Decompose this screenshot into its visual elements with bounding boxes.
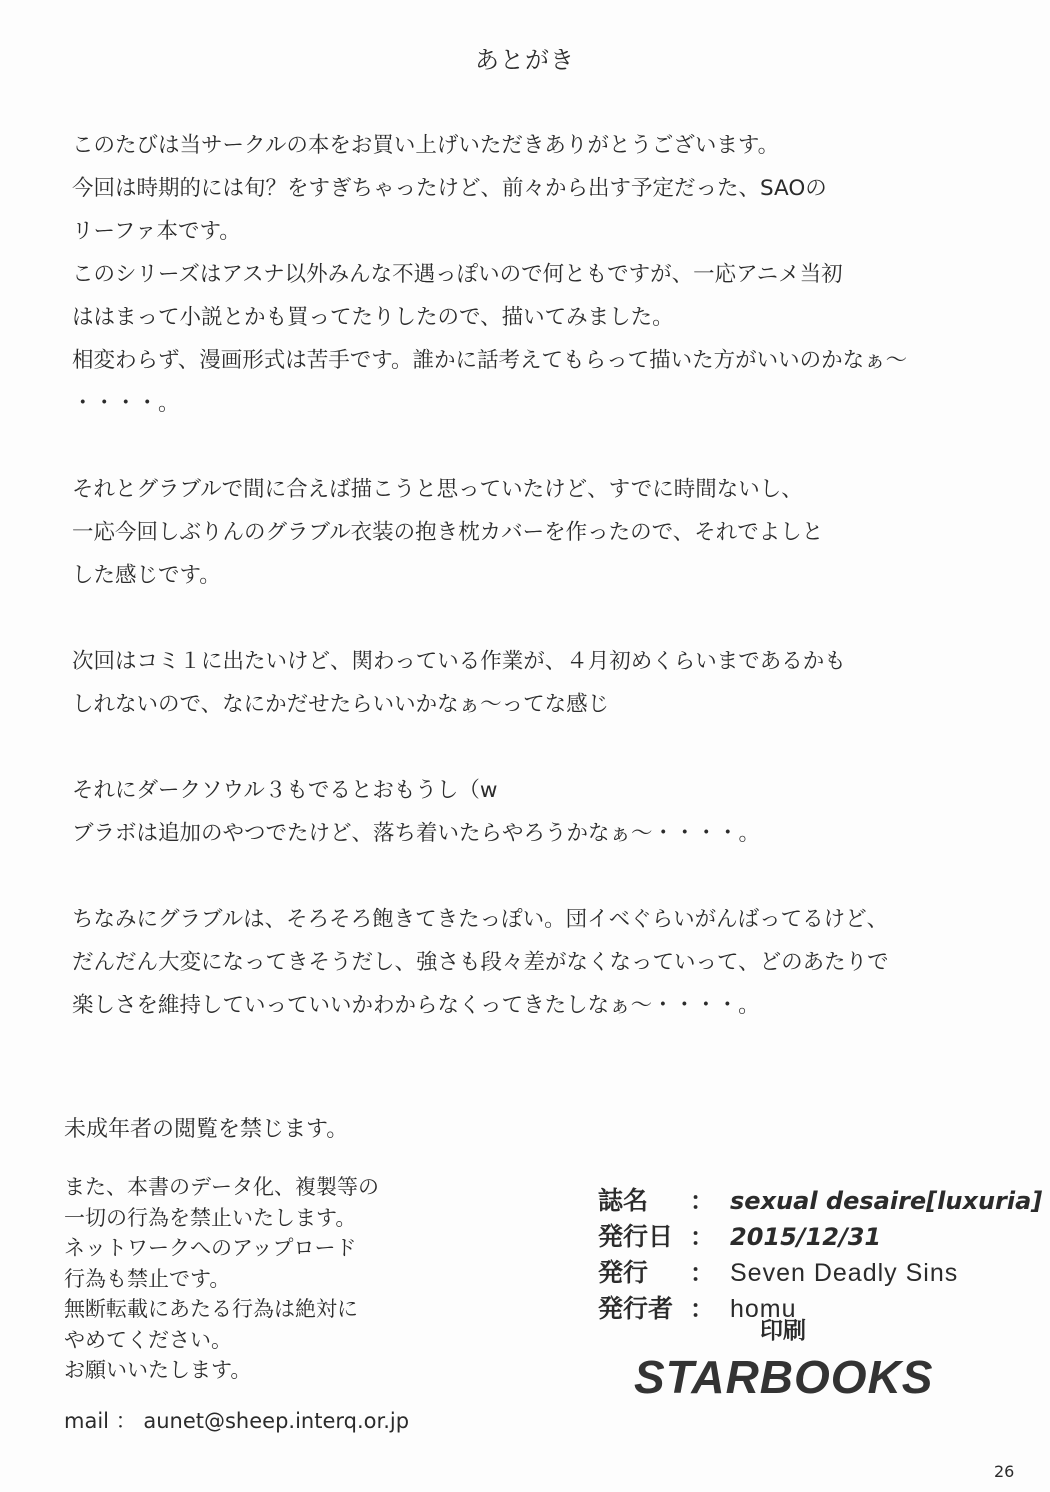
afterword-line: ちなみにグラブルは、そろそろ飽きてきたっぽい。団イベぐらいがんばってるけど、 — [72, 907, 889, 932]
afterword-line: それにダークソウル３もでるとおもうし（w — [72, 778, 498, 803]
colophon-separator: ： — [690, 1223, 714, 1251]
rules-line: ネットワークへのアップロード — [64, 1236, 357, 1260]
colophon-publisher-label: 発行 — [598, 1258, 649, 1287]
colophon-row-date — [598, 1219, 1038, 1255]
afterword-line: 今回は時期的には旬？をすぎちゃったけど、前々から出す予定だった、SAOの — [72, 176, 827, 201]
printer-logo: STARBOOKS — [634, 1351, 934, 1403]
afterword-blank-line — [72, 726, 1022, 769]
colophon-print-label: 印刷 — [760, 1318, 806, 1344]
afterword-line: しれないので、なにかだせたらいいかなぁ～ってな感じ — [72, 692, 610, 717]
contact-mail: mail ： aunet@sheep.interq.or.jp — [64, 1409, 410, 1433]
rules-line: また、本書のデータ化、複製等の — [64, 1175, 379, 1199]
afterword-line: ははまって小説とかも買ってたりしたので、描いてみました。 — [72, 305, 674, 330]
colophon-title-label: 誌名 — [598, 1186, 649, 1215]
colophon-date-label: 発行日 — [598, 1222, 674, 1251]
page-title: あとがき — [475, 46, 575, 74]
colophon-row-title — [598, 1183, 1043, 1219]
afterword-blank-line — [72, 855, 1022, 898]
afterword-line: 次回はコミ１に出たいけど、関わっている作業が、４月初めくらいまであるかも — [72, 649, 846, 674]
rules-line: やめてください。 — [64, 1327, 232, 1352]
afterword-line: 相変わらず、漫画形式は苦手です。誰かに話考えてもらって描いた方がいいのかなぁ～ — [72, 348, 908, 373]
colophon-date-value: 2015/12/31 — [730, 1223, 882, 1251]
afterword-line: ブラボは追加のやつでたけど、落ち着いたらやろうかなぁ～・・・・。 — [72, 821, 761, 846]
afterword-line: 一応今回しぶりんのグラブル衣装の抱き枕カバーを作ったので、それでよしと — [72, 520, 824, 545]
page-number: 26 — [994, 1462, 1015, 1481]
afterword-line: このたびは当サークルの本をお買い上げいただきありがとうございます。 — [72, 133, 780, 158]
copyright-rules — [64, 1172, 484, 1386]
rules-line: 行為も禁止です。 — [64, 1266, 231, 1291]
afterword-line: 楽しさを維持していっていいかわからなくってきたしなぁ～・・・・。 — [72, 993, 760, 1018]
afterword-body — [72, 124, 1022, 1027]
afterword-line: ・・・・。 — [72, 391, 180, 416]
colophon-separator: ： — [690, 1259, 714, 1287]
colophon-author-value: homu — [730, 1295, 797, 1323]
colophon-title-value: sexual desaire[luxuria] — [730, 1187, 1043, 1215]
afterword-line: だんだん大変になってきそうだし、強さも段々差がなくなっていって、どのあたりで — [72, 950, 889, 975]
colophon-author-label: 発行者 — [598, 1294, 674, 1323]
rules-line: 一切の行為を禁止いたします。 — [64, 1205, 357, 1230]
afterword-line: リーファ本です。 — [72, 219, 241, 244]
afterword-blank-line — [72, 597, 1022, 640]
afterword-line: それとグラブルで間に合えば描こうと思っていたけど、すでに時間ないし、 — [72, 477, 803, 502]
colophon-publisher-value: Seven Deadly Sins — [730, 1259, 959, 1287]
afterword-line: このシリーズはアスナ以外みんな不遇っぽいので何ともですが、一応アニメ当初 — [72, 262, 843, 287]
afterword-line: した感じです。 — [72, 563, 221, 588]
afterword-blank-line — [72, 425, 1022, 468]
rules-line: 無断転載にあたる行為は絶対に — [64, 1297, 358, 1321]
age-restriction-notice: 未成年者の閲覧を禁じます。 — [64, 1117, 349, 1142]
colophon-row-author — [598, 1291, 1038, 1327]
colophon-separator: ： — [690, 1187, 714, 1215]
colophon-row-publisher — [598, 1255, 1038, 1291]
colophon — [598, 1183, 1043, 1327]
rules-line: お願いいたします。 — [64, 1358, 252, 1382]
colophon-separator: ： — [690, 1295, 714, 1323]
